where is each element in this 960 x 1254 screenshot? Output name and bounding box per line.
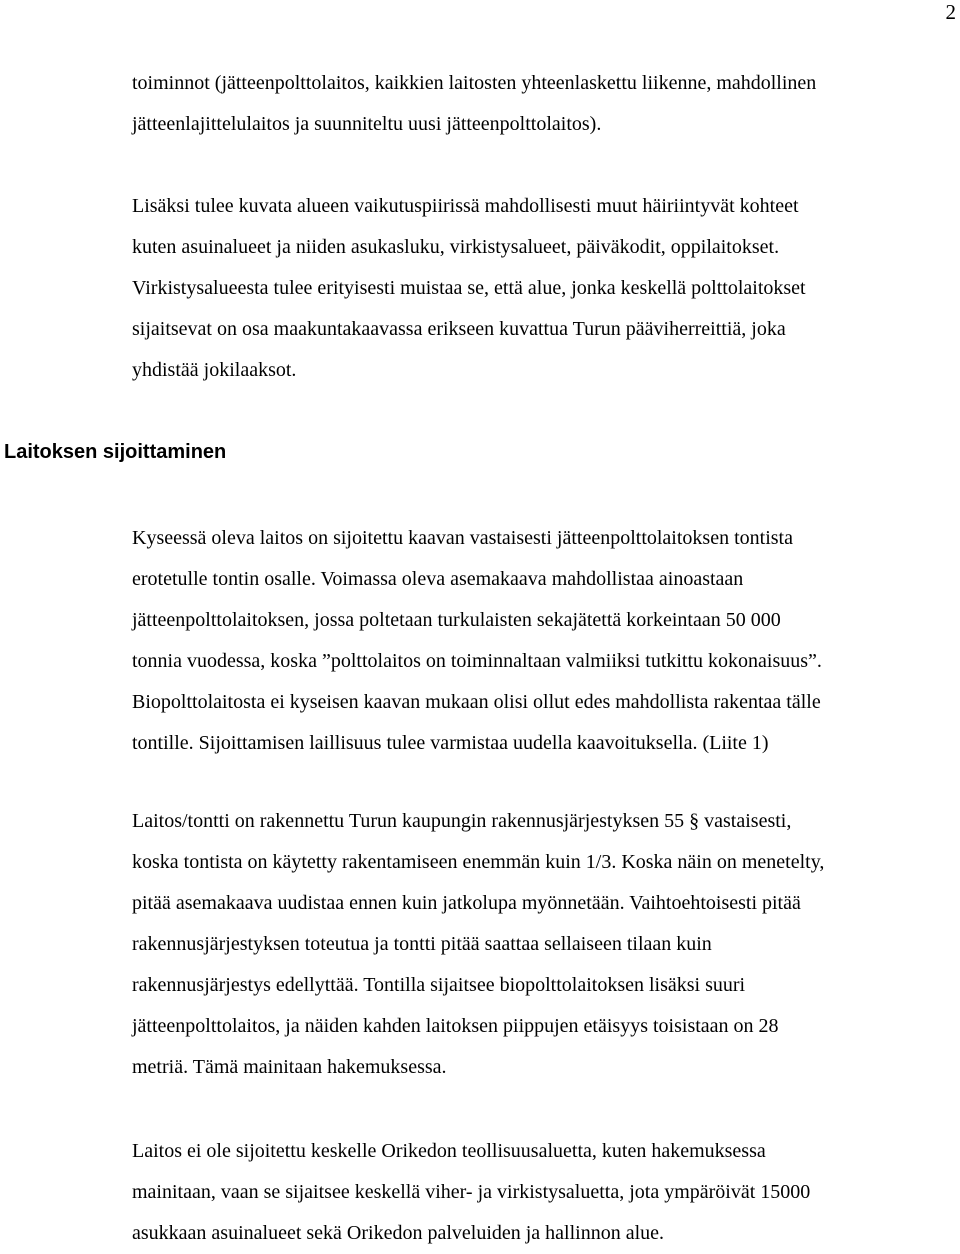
paragraph-3: Kyseessä oleva laitos on sijoitettu kaavan vastaisesti jätteenpolttolaitoksen tontista erotetulle tontin osalle. Voimassa oleva asemakaava mahdollistaa ainoastaan jätteenpolttolaitoksen, jossa poltetaan turkulaisten sekajätettä korkeintaan 50 000 tonnia vuodessa, koska ”polttolaitos on toiminnaltaan valmiiksi tutkittu kokonaisuus”. Biopolttolaitosta ei kyseisen kaavan mukaan olisi ollut edes mahdollista rakentaa tälle tontille. Sijoittamisen laillisuus tulee varmistaa uudella kaavoituksella. (Liite 1) (132, 527, 822, 754)
page-number: 2 (945, 0, 956, 24)
section-heading: Laitoksen sijoittaminen (4, 441, 227, 463)
paragraph-5: Laitos ei ole sijoitettu keskelle Orikedon teollisuusaluetta, kuten hakemuksessa mainitaan, vaan se sijaitsee keskellä viher- ja virkistysaluetta, jota ympäröivät 15000 asukkaan asuinalueet sekä Orikedon palveluiden ja hallinnon alue. (132, 1140, 811, 1244)
paragraph-1: toiminnot (jätteenpolttolaitos, kaikkien laitosten yhteenlaskettu liikenne, mahdollinen jätteenlajittelulaitos ja suunniteltu uusi jätteenpolttolaitos). (132, 72, 817, 135)
paragraph-2: Lisäksi tulee kuvata alueen vaikutuspiirissä mahdollisesti muut häiriintyvät kohteet kuten asuinalueet ja niiden asukasluku, virkistysalueet, päiväkodit, oppilaitokset. Virkistysalueesta tulee erityisesti muistaa se, että alue, jonka keskellä polttolaitokset sijaitsevat on osa maakuntakaavassa erikseen kuvattua Turun pääviherreittiä, joka yhdistää jokilaaksot. (132, 195, 806, 381)
paragraph-4: Laitos/tontti on rakennettu Turun kaupungin rakennusjärjestyksen 55 § vastaisesti, koska tontista on käytetty rakentamiseen enemmän kuin 1/3. Koska näin on menetelty, pitää asemakaava uudistaa ennen kuin jatkolupa myönnetään. Vaihtoehtoisesti pitää rakennusjärjestyksen toteutua ja tontti pitää saattaa sellaiseen tilaan kuin rakennusjärjestys edellyttää. Tontilla sijaitsee biopolttolaitoksen lisäksi suuri jätteenpolttolaitos, ja näiden kahden laitoksen piippujen etäisyys toisistaan on 28 metriä. Tämä mainitaan hakemuksessa. (132, 810, 825, 1078)
